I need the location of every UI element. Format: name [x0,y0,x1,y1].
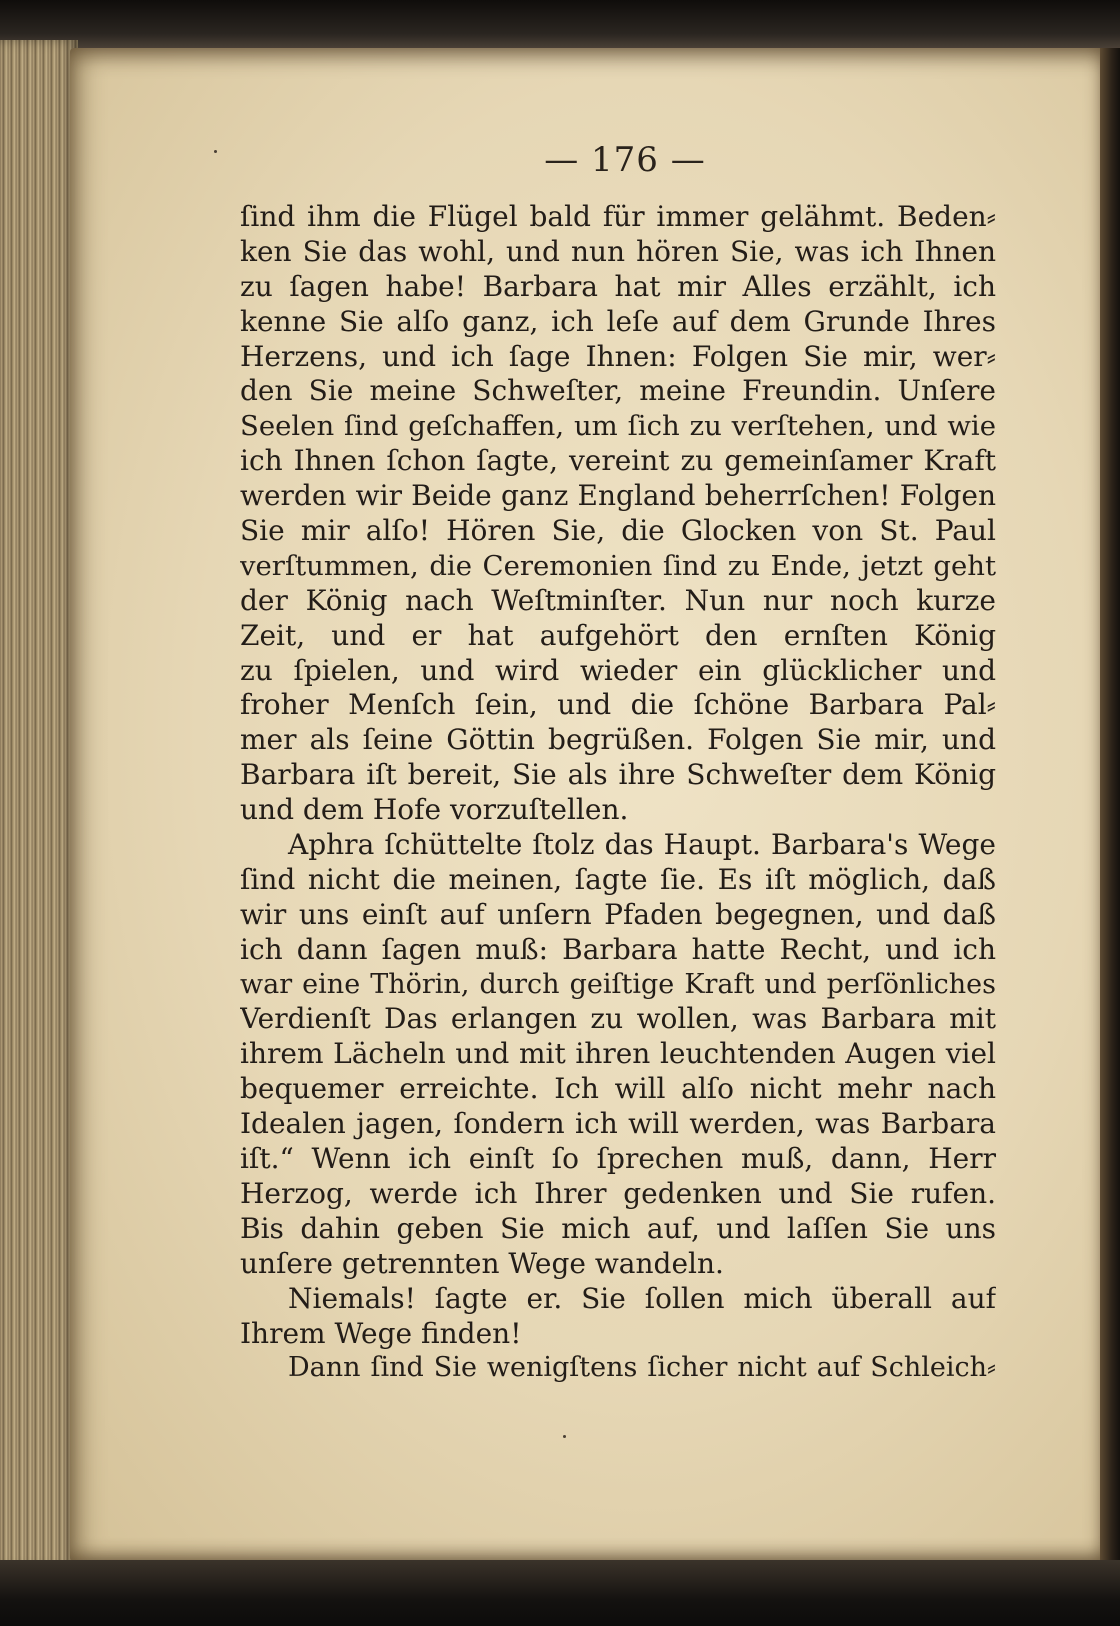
text-line: Bis dahin geben Sie mich auf, und laſſen Sie uns [240,1211,996,1245]
text-line: und dem Hofe vorzuſtellen. [240,793,629,827]
text-line: Seelen ſind geſchaffen, um ſich zu verſtehen, und wie [240,410,996,443]
text-line: der König nach Weſtminſter. Nun nur noch kurze [240,583,996,617]
background-top-band [0,0,1120,48]
text-line: Dann ſind Sie wenigſtens ſicher nicht auf Schleich⸗ [288,1352,996,1384]
text-line: Herzog, werde ich Ihrer gedenken und Sie rufen. [240,1176,996,1210]
text-line: war eine Thörin, durch geiſtige Kraft und perſönliches [240,968,996,1000]
page-stack-edges [0,40,78,1570]
text-line: Niemals! ſagte er. Sie ſollen mich überall auf [288,1281,996,1315]
text-line: froher Menſch ſein, und die ſchöne Barbara Pal⸗ [240,688,996,722]
page-right-edge [1100,48,1120,1562]
text-line: Sie mir alſo! Hören Sie, die Glocken von St. Paul [240,514,996,548]
paper-speck [563,1435,566,1438]
text-line: Zeit, und er hat aufgehört den ernſten König [240,618,996,652]
text-line: iſt.“ Wenn ich einſt ſo ſprechen muß, dann, Herr [240,1142,996,1176]
text-line: wir uns einſt auf unſern Pfaden begegnen, und daß [240,897,996,931]
background-bottom-band [0,1560,1120,1626]
text-line: Verdienſt Das erlangen zu wollen, was Barbara mit [240,1002,996,1036]
text-line: zu ſagen habe! Barbara hat mir Alles erzählt, ich [240,269,996,303]
text-line: ſind nicht die meinen, ſagte ſie. Es iſt möglich, daß [240,862,996,896]
text-line: zu ſpielen, und wird wieder ein glücklicher und [240,653,996,687]
text-line: kenne Sie alſo ganz, ich leſe auf dem Grunde Ihres [240,304,996,338]
text-line: den Sie meine Schweſter, meine Freundin. Unſere [240,374,996,408]
page-number: — 176 — [544,140,706,180]
text-line: Aphra ſchüttelte ſtolz das Haupt. Barbara's Wege [288,828,996,862]
text-line: werden wir Beide ganz England beherrſchen! Folgen [240,479,996,513]
text-line: ich Ihnen ſchon ſagte, vereint zu gemeinſamer Kraft [240,444,996,478]
paper-speck [214,150,217,153]
text-line: Barbara iſt bereit, Sie als ihre Schweſter dem König [240,758,996,792]
text-line: Herzens, und ich ſage Ihnen: Folgen Sie mir, wer⸗ [240,339,996,373]
text-line: bequemer erreichte. Ich will alſo nicht mehr nach [240,1072,996,1106]
text-line: mer als ſeine Göttin begrüßen. Folgen Sie mir, und [240,723,996,757]
text-line: ken Sie das wohl, und nun hören Sie, was ich Ihnen [240,234,996,268]
text-line: ſind ihm die Flügel bald für immer gelähmt. Beden⸗ [240,200,996,233]
text-line: ich dann ſagen muß: Barbara hatte Recht, und ich [240,932,996,966]
body-text [240,200,996,1386]
text-line: Ihrem Wege finden! [240,1316,522,1350]
text-line: unſere getrennten Wege wandeln. [240,1246,724,1280]
text-line: verſtummen, die Ceremonien ſind zu Ende, jetzt geht [240,549,996,582]
text-line: Idealen jagen, ſondern ich will werden, was Barbara [240,1107,996,1141]
text-line: ihrem Lächeln und mit ihren leuchtenden Augen viel [240,1037,996,1071]
